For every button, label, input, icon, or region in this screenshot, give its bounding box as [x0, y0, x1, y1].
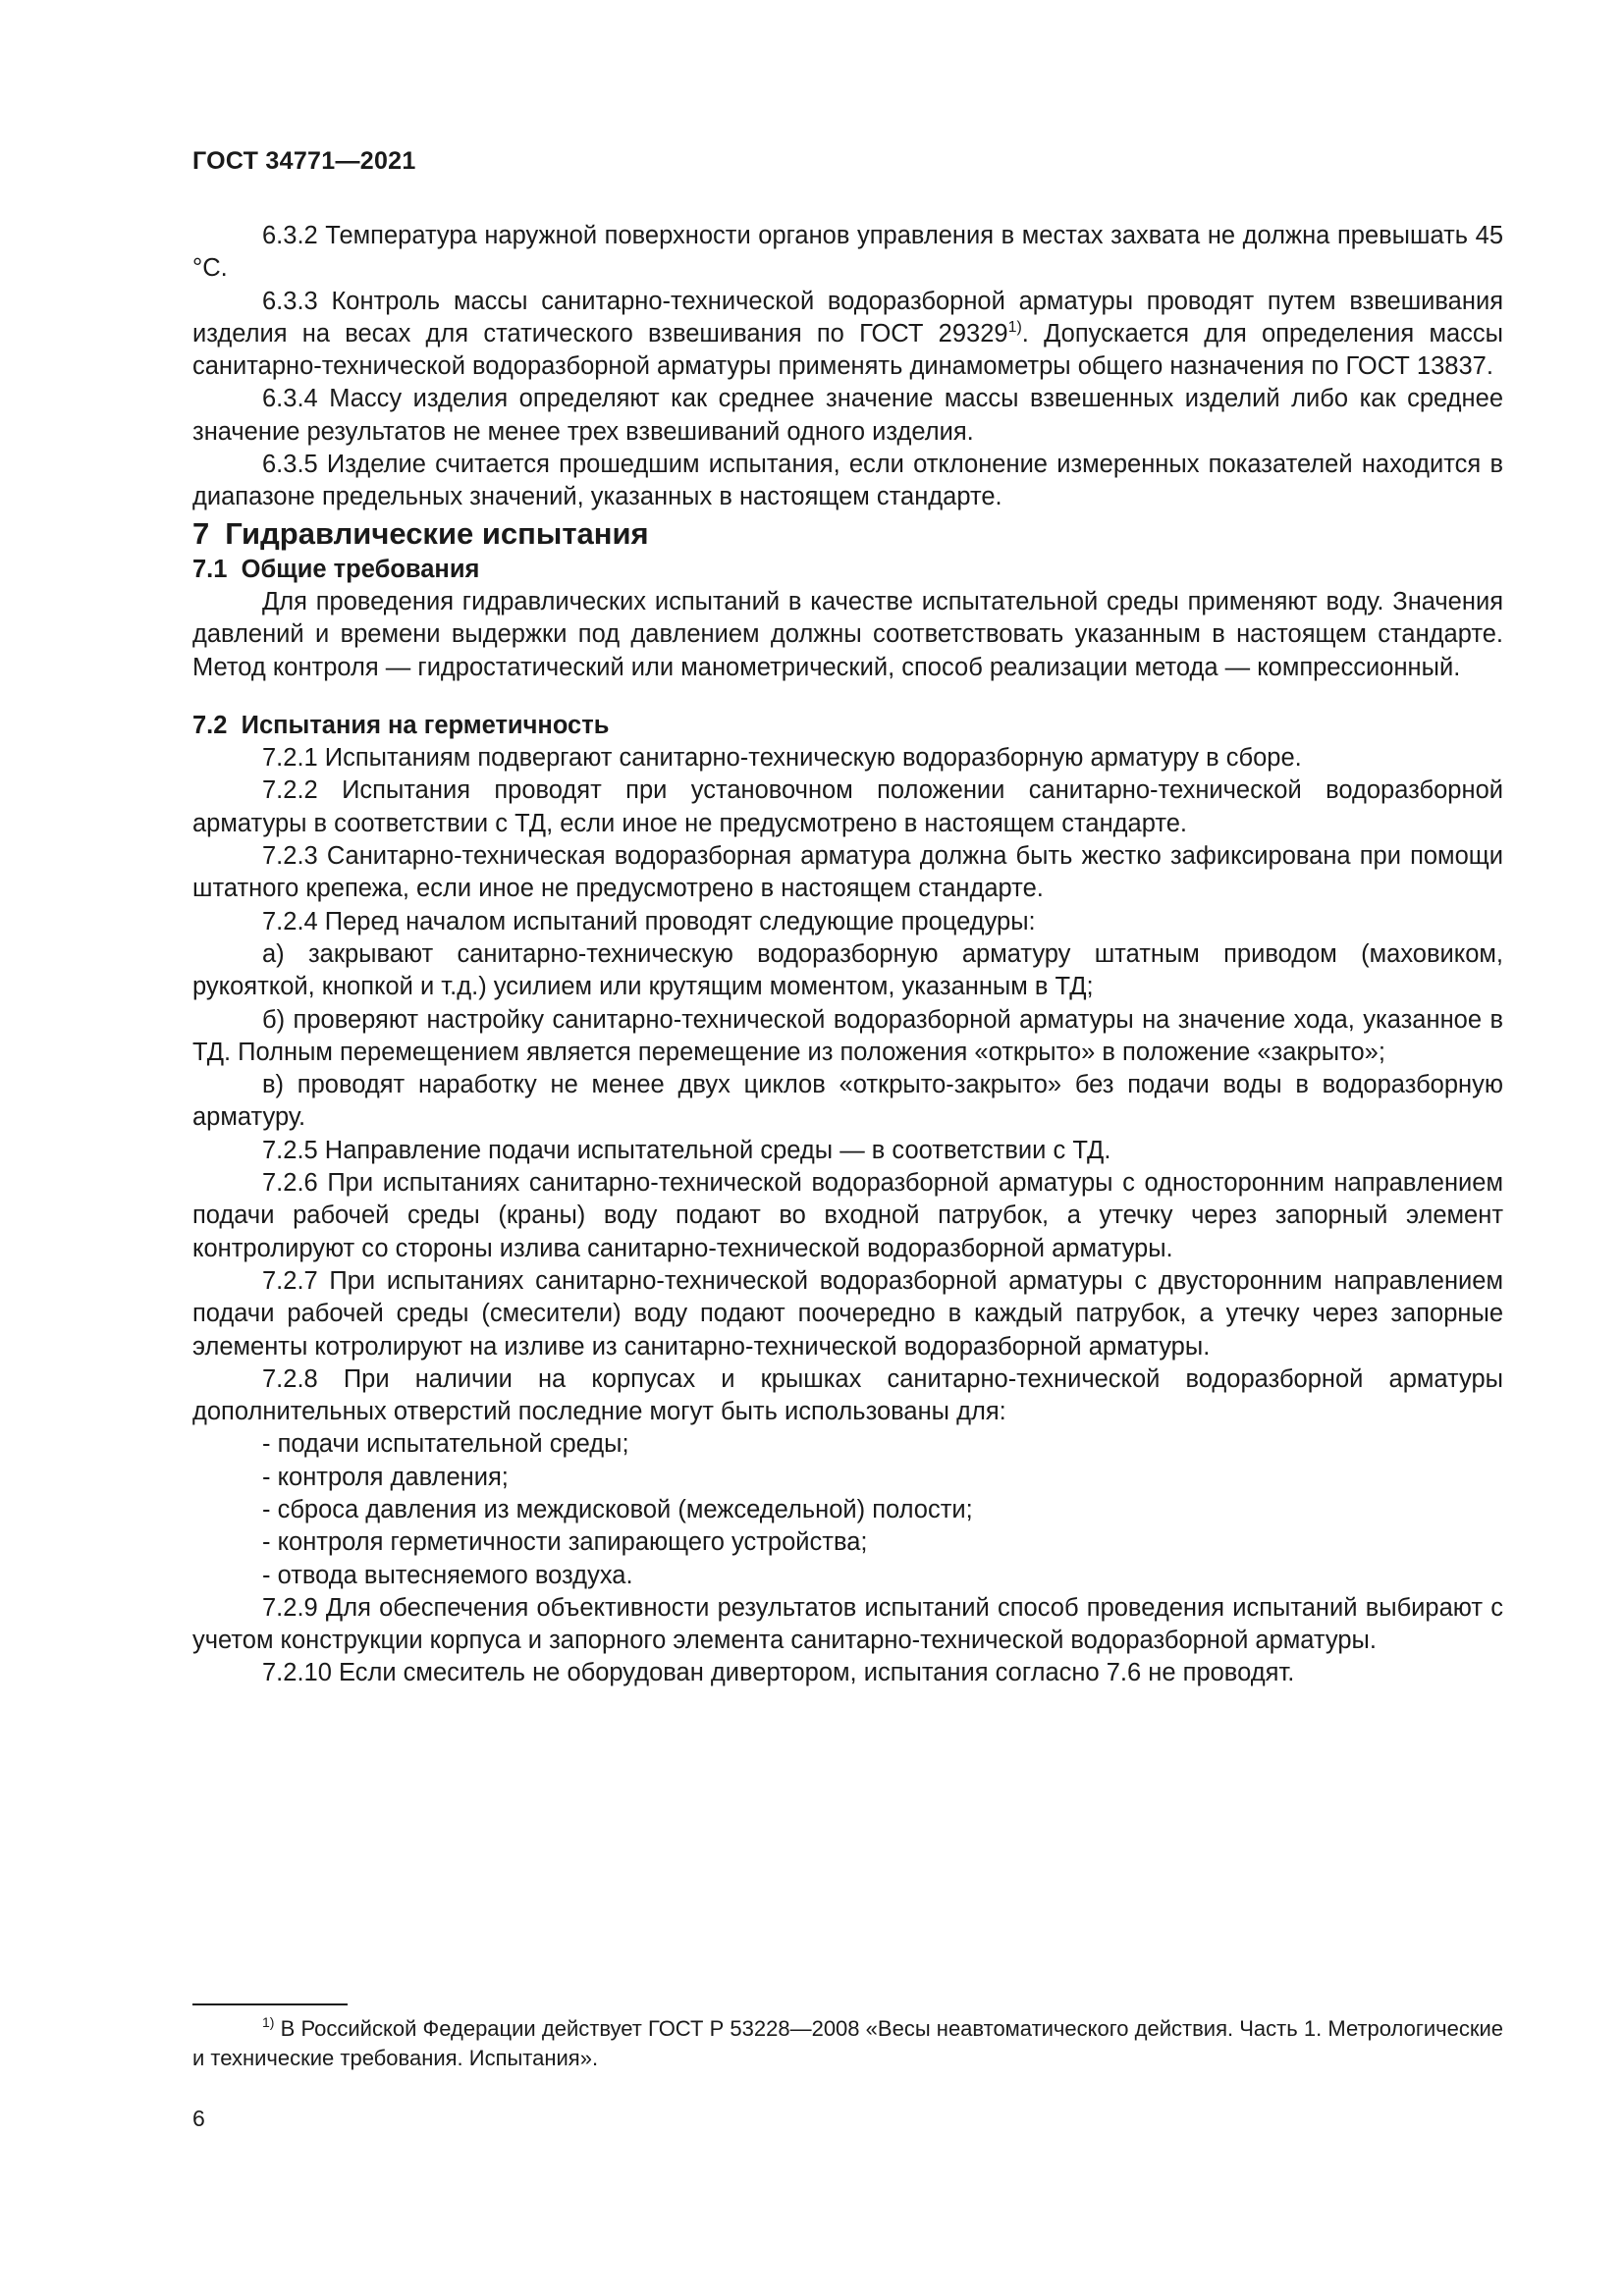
clause-7-2-7: 7.2.7 При испытаниях санитарно-технической водоразборной арматуры с двусторонним направлением подачи рабочей среды (смесители) воду подают поочередно в каждый патрубок, а утечку через запорные элементы котролируют на изливе из санитарно-технической водоразборной арматуры. — [192, 1266, 1503, 1361]
clause-7-2-8-list-item: - сброса давления из междисковой (межседельной) полости; — [262, 1495, 973, 1523]
clause-7-2-1: 7.2.1 Испытаниям подвергают санитарно-техническую водоразборную арматуру в сборе. — [262, 744, 1302, 773]
clause-7-2-6: 7.2.6 При испытаниях санитарно-технической водоразборной арматуры с односторонним направлением подачи рабочей среды (краны) воду подают во входной патрубок, а утечку через запорный элемент контролируют со стороны излива санитарно-технической водоразборной арматуры. — [192, 1169, 1503, 1262]
subsection-7-1-title: Общие требования — [241, 555, 480, 583]
clause-7-2-8-list-item: - отвода вытесняемого воздуха. — [262, 1561, 633, 1589]
footnote — [192, 2014, 1503, 2073]
footnote-mark: 1) — [262, 2014, 275, 2030]
clause-7-2-4-item-a: а) закрывают санитарно-техническую водоразборную арматуру штатным приводом (маховиком, рукояткой, кнопкой и т.д.) усилием или крутящим моментом, указанным в ТД; — [192, 939, 1503, 1001]
clause-6-3-3-text-after: . Допускается для определения массы санитарно-технической водоразборной арматуры применять динамометры общего назначения по ГОСТ 13837. — [192, 319, 1503, 381]
clause-7-2-8-list-item: - контроля герметичности запирающего устройства; — [262, 1528, 868, 1557]
clause-7-2-4-item-v: в) проводят наработку не менее двух циклов «открыто-закрыто» без подачи воды в водоразборную арматуру. — [192, 1071, 1503, 1132]
clause-6-3-3 — [192, 286, 1503, 384]
clause-7-2-9: 7.2.9 Для обеспечения объективности результатов испытаний способ проведения испытаний выбирают с учетом конструкции корпуса и запорного элемента санитарно-технической водоразборной арматуры. — [192, 1593, 1503, 1655]
subsection-7-2-number: 7.2 — [192, 711, 228, 739]
clause-7-2-8-list-item: - подачи испытательной среды; — [262, 1430, 629, 1459]
subsection-7-1-paragraph: Для проведения гидравлических испытаний в качестве испытательной среды применяют воду. Значения давлений и времени выдержки под давлением должны соответствовать указанным в настоящем стандарте. Метод контроля — гидростатический или манометрический, способ реализации метода — компрессионный. — [192, 587, 1503, 681]
subsection-7-1-number: 7.1 — [192, 555, 228, 583]
footnote-text: В Российской Федерации действует ГОСТ Р 53228—2008 «Весы неавтоматического действия. Часть 1. Метрологические и технические требования. Испытания». — [192, 2016, 1503, 2070]
page-body — [192, 220, 1503, 1690]
clause-6-3-4: 6.3.4 Массу изделия определяют как среднее значение массы взвешенных изделий либо как среднее значение результатов не менее трех взвешиваний одного изделия. — [192, 385, 1503, 446]
clause-7-2-3: 7.2.3 Санитарно-техническая водоразборная арматура должна быть жестко зафиксирована при помощи штатного крепежа, если иное не предусмотрено в настоящем стандарте. — [192, 842, 1503, 903]
subsection-7-2-heading — [192, 710, 1503, 742]
clause-6-3-3-text-before: 6.3.3 Контроль массы санитарно-технической водоразборной арматуры проводят путем взвешивания изделия на весах для статического взвешивания по ГОСТ 29329 — [192, 287, 1503, 347]
footnote-separator — [192, 2003, 348, 2005]
clause-6-3-5: 6.3.5 Изделие считается прошедшим испытания, если отклонение измеренных показателей находится в диапазоне предельных значений, указанных в настоящем стандарте. — [192, 451, 1503, 511]
clause-7-2-4: 7.2.4 Перед началом испытаний проводят следующие процедуры: — [262, 907, 1036, 935]
clause-7-2-8-list-item: - контроля давления; — [262, 1463, 509, 1491]
clause-7-2-2: 7.2.2 Испытания проводят при установочном положении санитарно-технической водоразборной арматуры в соответствии с ТД, если иное не предусмотрено в настоящем стандарте. — [192, 776, 1503, 837]
page-number: 6 — [192, 2106, 205, 2131]
clause-7-2-5: 7.2.5 Направление подачи испытательной среды — в соответствии с ТД. — [262, 1136, 1111, 1164]
footnote-reference: 1) — [1007, 318, 1022, 336]
clause-7-2-8: 7.2.8 При наличии на корпусах и крышках санитарно-технической водоразборной арматуры дополнительных отверстий последние могут быть использованы для: — [192, 1364, 1503, 1426]
standard-code-header: ГОСТ 34771—2021 — [192, 147, 416, 175]
subsection-7-2-title: Испытания на герметичность — [241, 711, 610, 739]
section-7-heading — [192, 514, 1503, 554]
clause-6-3-2: 6.3.2 Температура наружной поверхности органов управления в местах захвата не должна превышать 45 °C. — [192, 222, 1503, 283]
clause-7-2-10: 7.2.10 Если смеситель не оборудован дивертором, испытания согласно 7.6 не проводят. — [262, 1659, 1295, 1687]
section-7-title: Гидравлические испытания — [225, 515, 649, 551]
subsection-7-1-heading — [192, 554, 1503, 586]
section-7-number: 7 — [192, 515, 210, 551]
clause-7-2-4-item-b: б) проверяют настройку санитарно-технической водоразборной арматуры на значение хода, указанное в ТД. Полным перемещением является перемещение из положения «открыто» в положение «закрыто»; — [192, 1005, 1503, 1066]
